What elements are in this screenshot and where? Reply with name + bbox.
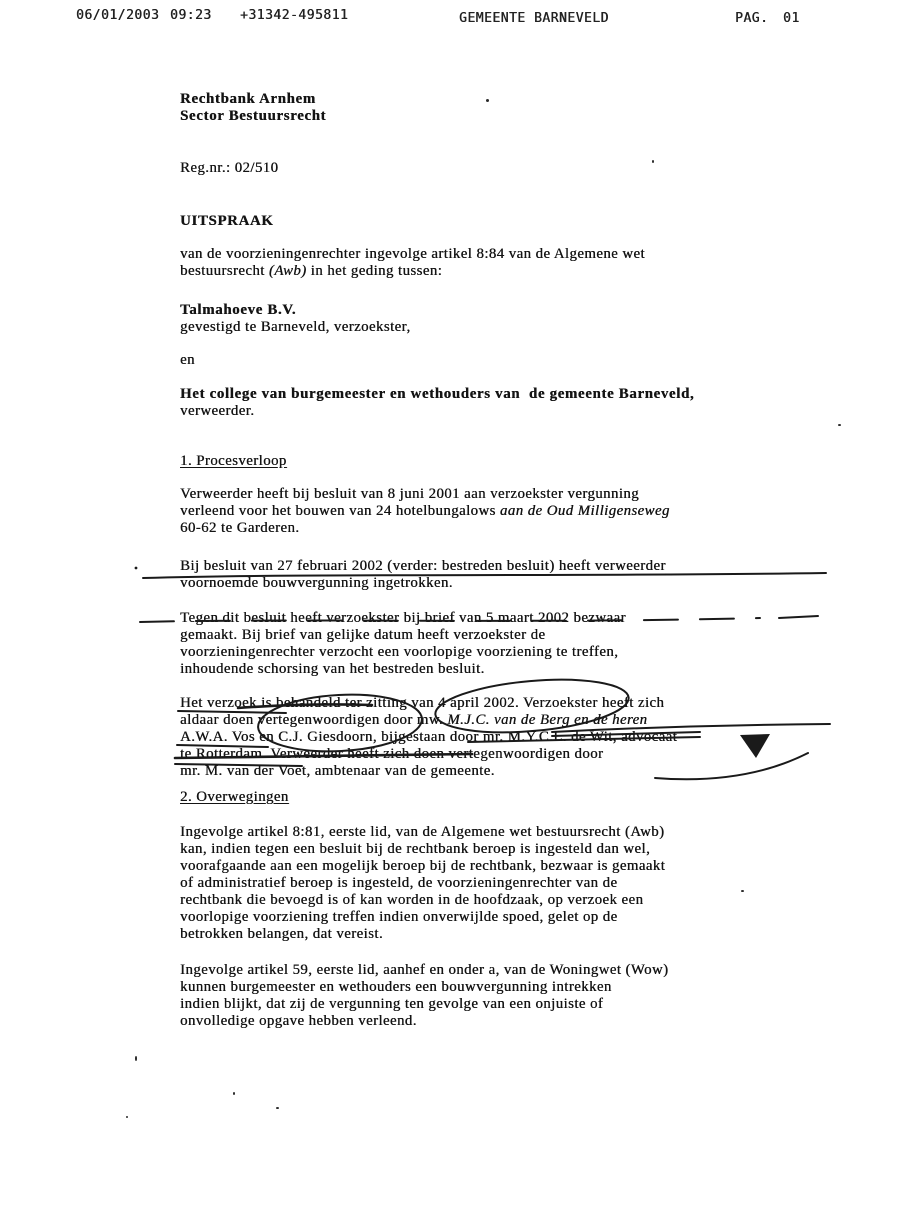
fax-time: 09:23 xyxy=(170,8,212,23)
para3-line-2: gemaakt. Bij brief van gelijke datum heeft verzoekster de xyxy=(180,627,546,643)
para1-line-1: Verweerder heeft bij besluit van 8 juni 2001 aan verzoekster vergunning xyxy=(180,486,639,502)
para5-line-1: Ingevolge artikel 8:81, eerste lid, van de Algemene wet bestuursrecht (Awb) xyxy=(180,824,665,840)
court-name: Rechtbank Arnhem xyxy=(180,91,316,107)
para4-line-2-pre: aldaar doen vertegenwoordigen door mw. xyxy=(180,712,448,728)
para4-line-1: Het verzoek is behandeld ter zitting van 4 april 2002. Verzoekster heeft zich xyxy=(180,695,665,711)
para2-line-1: Bij besluit van 27 februari 2002 (verder: bestreden besluit) heeft verweerder xyxy=(180,558,666,574)
para3-line-1: Tegen dit besluit heeft verzoekster bij brief van 5 maart 2002 bezwaar xyxy=(180,610,626,626)
para6-line-2: kunnen burgemeester en wethouders een bouwvergunning intrekken xyxy=(180,979,612,995)
paragraph-artikel-59 xyxy=(180,962,668,1030)
reg-nr-text: Reg.nr.: 02/510 xyxy=(180,160,279,176)
noise-speck xyxy=(276,1107,279,1109)
noise-speck xyxy=(126,1116,128,1118)
paragraph-zitting xyxy=(180,695,677,780)
handwritten-arrow-wit xyxy=(740,734,770,758)
respondent-name: Het college van burgemeester en wethouders van de gemeente Barneveld, xyxy=(180,386,695,402)
applicant-name: Talmahoeve B.V. xyxy=(180,302,297,318)
intro-line-2-post: in het geding tussen: xyxy=(306,263,443,279)
handwritten-margin-dot xyxy=(135,567,138,570)
section2-heading-text: 2. Overwegingen xyxy=(180,789,289,805)
noise-speck xyxy=(486,99,489,102)
fax-page-label: PAG. xyxy=(735,11,769,26)
paragraph-intrekking xyxy=(180,558,666,592)
applicant-desc: gevestigd te Barneveld, verzoekster, xyxy=(180,319,411,335)
para6-line-3: indien blijkt, dat zij de vergunning ten gevolge van een onjuiste of xyxy=(180,996,604,1012)
intro-line-2-italic: (Awb) xyxy=(268,263,307,279)
fax-page-number: 01 xyxy=(783,11,800,26)
para4-line-4: te Rotterdam. Verweerder heeft zich doen vertegenwoordigen door xyxy=(180,746,604,762)
para3-line-3: voorzieningenrechter verzocht een voorlopige voorziening te treffen, xyxy=(180,644,619,660)
para6-line-1: Ingevolge artikel 59, eerste lid, aanhef en onder a, van de Woningwet (Wow) xyxy=(180,962,669,978)
party-applicant xyxy=(180,302,411,336)
section2-heading xyxy=(180,789,289,806)
para5-line-4: of administratief beroep is ingesteld, de voorzieningenrechter van de xyxy=(180,875,618,891)
noise-speck xyxy=(741,890,744,892)
respondent-desc: verweerder. xyxy=(180,403,255,419)
noise-speck xyxy=(652,160,654,163)
para1-line-2-italic: aan de Oud Milligenseweg xyxy=(499,503,670,519)
para1-line-2-pre: verleend voor het bouwen van 24 hotelbungalows xyxy=(180,503,500,519)
letterhead xyxy=(180,91,326,125)
intro-line-1: van de voorzieningenrechter ingevolge artikel 8:84 van de Algemene wet xyxy=(180,246,645,262)
para4-line-2 xyxy=(180,712,677,729)
intro-clause xyxy=(180,246,645,280)
para6-line-4: onvolledige opgave hebben verleend. xyxy=(180,1013,417,1029)
court-sector: Sector Bestuursrecht xyxy=(180,108,327,124)
noise-speck xyxy=(838,424,841,426)
para5-line-3: voorafgaande aan een mogelijk beroep bij de rechtbank, bezwaar is gemaakt xyxy=(180,858,666,874)
paragraph-bezwaar xyxy=(180,610,626,678)
section1-heading-text: 1. Procesverloop xyxy=(180,453,287,469)
intro-line-2 xyxy=(180,263,645,280)
intro-line-2-pre: bestuursrecht xyxy=(180,263,269,279)
para1-line-2 xyxy=(180,503,670,520)
para5-line-2: kan, indien tegen een besluit bij de rechtbank beroep is ingesteld dan wel, xyxy=(180,841,651,857)
document-title xyxy=(180,213,273,230)
party-respondent xyxy=(180,386,694,420)
para1-line-3: 60-62 te Garderen. xyxy=(180,520,300,536)
para3-line-4: inhoudende schorsing van het bestreden besluit. xyxy=(180,661,485,677)
handwritten-swoosh-door xyxy=(655,753,808,779)
para2-line-2: voornoemde bouwvergunning ingetrokken. xyxy=(180,575,453,591)
fax-date: 06/01/2003 xyxy=(76,8,160,23)
registration-number xyxy=(180,160,278,177)
paragraph-besluit-2001 xyxy=(180,486,670,537)
noise-speck xyxy=(135,1056,137,1061)
para4-line-3: A.W.A. Vos en C.J. Giesdoorn, bijgestaan door mr. M.Y.C.L. de Wit, advocaat xyxy=(180,729,678,745)
noise-speck xyxy=(233,1092,235,1095)
conjunction xyxy=(180,352,195,369)
conjunction-text: en xyxy=(180,352,195,368)
fax-number: +31342-495811 xyxy=(240,8,349,23)
handwritten-dash-right xyxy=(779,616,818,618)
para4-line-2-italic: M.J.C. van de Berg en de heren xyxy=(447,712,648,728)
para5-line-7: betrokken belangen, dat vereist. xyxy=(180,926,383,942)
section1-heading xyxy=(180,453,287,470)
title-text: UITSPRAAK xyxy=(180,213,274,229)
para5-line-5: rechtbank die bevoegd is of kan worden in de hoofdzaak, op verzoek een xyxy=(180,892,644,908)
para5-line-6: voorlopige voorziening treffen indien onverwijlde spoed, gelet op de xyxy=(180,909,618,925)
paragraph-artikel-881 xyxy=(180,824,665,943)
para4-line-5: mr. M. van der Voet, ambtenaar van de gemeente. xyxy=(180,763,495,779)
fax-sender: GEMEENTE BARNEVELD xyxy=(459,11,609,26)
